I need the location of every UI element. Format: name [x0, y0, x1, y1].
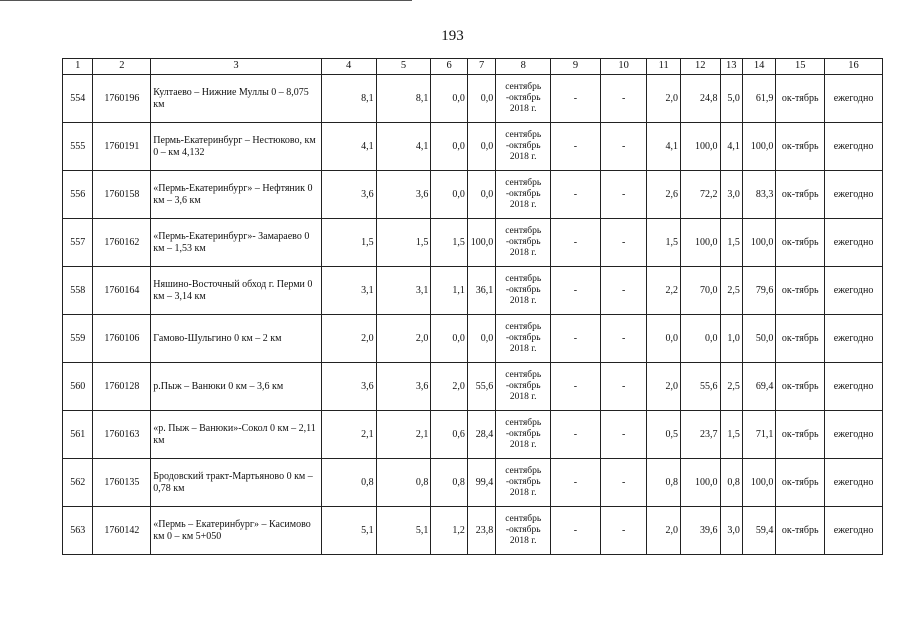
value-cell-4: 1,5	[321, 219, 376, 267]
row-number-cell: 554	[63, 75, 93, 123]
frequency-cell: ежегодно	[825, 315, 883, 363]
road-name-cell: Култаево – Нижние Муллы 0 – 8,075 км	[151, 75, 321, 123]
value-cell-10: -	[600, 315, 647, 363]
value-cell-9: -	[551, 315, 601, 363]
road-name-cell: Гамово-Шульгино 0 км – 2 км	[151, 315, 321, 363]
table-row	[63, 411, 883, 459]
value-cell-13: 5,0	[720, 75, 742, 123]
road-id-cell: 1760191	[93, 123, 151, 171]
value-cell-9: -	[551, 459, 601, 507]
road-name-cell: «р. Пыж – Ванюки»-Сокол 0 км – 2,11 км	[151, 411, 321, 459]
frequency-cell: ежегодно	[825, 411, 883, 459]
road-name-cell: «Пермь – Екатеринбург» – Касимово км 0 – км 5+050	[151, 507, 321, 555]
value-cell-13: 1,5	[720, 219, 742, 267]
road-name-cell: «Пермь-Екатеринбург» – Нефтяник 0 км – 3,6 км	[151, 171, 321, 219]
value-cell-11: 2,2	[647, 267, 680, 315]
value-cell-13: 0,8	[720, 459, 742, 507]
table-row	[63, 507, 883, 555]
table-row	[63, 459, 883, 507]
value-cell-5: 3,1	[376, 267, 431, 315]
table-row	[63, 75, 883, 123]
road-id-cell: 1760106	[93, 315, 151, 363]
road-name-cell: р.Пыж – Ванюки 0 км – 3,6 км	[151, 363, 321, 411]
table-row	[63, 171, 883, 219]
month-cell: ок-тябрь	[776, 459, 825, 507]
road-id-cell: 1760158	[93, 171, 151, 219]
value-cell-7: 0,0	[467, 123, 495, 171]
value-cell-7: 0,0	[467, 75, 495, 123]
value-cell-12: 100,0	[680, 219, 720, 267]
value-cell-7: 99,4	[467, 459, 495, 507]
page-number: 193	[441, 28, 464, 44]
road-id-cell: 1760196	[93, 75, 151, 123]
value-cell-5: 3,6	[376, 363, 431, 411]
value-cell-7: 55,6	[467, 363, 495, 411]
value-cell-14: 71,1	[742, 411, 775, 459]
value-cell-7: 23,8	[467, 507, 495, 555]
value-cell-12: 100,0	[680, 123, 720, 171]
header-cell: 10	[600, 59, 647, 75]
header-cell: 2	[93, 59, 151, 75]
frequency-cell: ежегодно	[825, 75, 883, 123]
value-cell-6: 1,2	[431, 507, 468, 555]
value-cell-9: -	[551, 219, 601, 267]
road-name-cell: Няшино-Восточный обход г. Перми 0 км – 3,14 км	[151, 267, 321, 315]
value-cell-9: -	[551, 123, 601, 171]
value-cell-14: 100,0	[742, 219, 775, 267]
value-cell-9: -	[551, 363, 601, 411]
table-row	[63, 123, 883, 171]
row-number-cell: 561	[63, 411, 93, 459]
header-cell: 14	[742, 59, 775, 75]
table-row	[63, 315, 883, 363]
month-cell: ок-тябрь	[776, 315, 825, 363]
month-cell: ок-тябрь	[776, 507, 825, 555]
frequency-cell: ежегодно	[825, 171, 883, 219]
header-cell: 6	[431, 59, 468, 75]
data-table	[62, 58, 883, 555]
value-cell-13: 2,5	[720, 363, 742, 411]
value-cell-11: 2,6	[647, 171, 680, 219]
value-cell-5: 5,1	[376, 507, 431, 555]
header-cell: 4	[321, 59, 376, 75]
header-cell: 3	[151, 59, 321, 75]
value-cell-6: 0,0	[431, 171, 468, 219]
month-cell: ок-тябрь	[776, 363, 825, 411]
period-cell: сентябрь -октябрь 2018 г.	[496, 507, 551, 555]
value-cell-10: -	[600, 171, 647, 219]
value-cell-11: 0,0	[647, 315, 680, 363]
frequency-cell: ежегодно	[825, 219, 883, 267]
header-cell: 16	[825, 59, 883, 75]
header-cell: 5	[376, 59, 431, 75]
period-cell: сентябрь -октябрь 2018 г.	[496, 411, 551, 459]
month-cell: ок-тябрь	[776, 411, 825, 459]
road-id-cell: 1760164	[93, 267, 151, 315]
value-cell-12: 23,7	[680, 411, 720, 459]
value-cell-5: 1,5	[376, 219, 431, 267]
value-cell-13: 3,0	[720, 507, 742, 555]
value-cell-5: 8,1	[376, 75, 431, 123]
value-cell-6: 0,8	[431, 459, 468, 507]
value-cell-11: 0,5	[647, 411, 680, 459]
frequency-cell: ежегодно	[825, 363, 883, 411]
road-name-cell: Пермь-Екатеринбург – Нестюково, км 0 – км 4,132	[151, 123, 321, 171]
row-number-cell: 560	[63, 363, 93, 411]
value-cell-10: -	[600, 411, 647, 459]
road-id-cell: 1760163	[93, 411, 151, 459]
value-cell-4: 0,8	[321, 459, 376, 507]
row-number-cell: 562	[63, 459, 93, 507]
period-cell: сентябрь -октябрь 2018 г.	[496, 315, 551, 363]
value-cell-6: 0,0	[431, 75, 468, 123]
value-cell-11: 4,1	[647, 123, 680, 171]
value-cell-10: -	[600, 507, 647, 555]
value-cell-12: 100,0	[680, 459, 720, 507]
value-cell-13: 1,0	[720, 315, 742, 363]
header-cell: 1	[63, 59, 93, 75]
value-cell-10: -	[600, 363, 647, 411]
value-cell-14: 69,4	[742, 363, 775, 411]
value-cell-12: 55,6	[680, 363, 720, 411]
value-cell-6: 0,0	[431, 315, 468, 363]
value-cell-10: -	[600, 75, 647, 123]
row-number-cell: 556	[63, 171, 93, 219]
value-cell-9: -	[551, 267, 601, 315]
header-cell: 11	[647, 59, 680, 75]
value-cell-9: -	[551, 411, 601, 459]
value-cell-12: 70,0	[680, 267, 720, 315]
value-cell-10: -	[600, 123, 647, 171]
period-cell: сентябрь -октябрь 2018 г.	[496, 219, 551, 267]
value-cell-13: 4,1	[720, 123, 742, 171]
value-cell-11: 1,5	[647, 219, 680, 267]
month-cell: ок-тябрь	[776, 267, 825, 315]
period-cell: сентябрь -октябрь 2018 г.	[496, 363, 551, 411]
value-cell-4: 2,0	[321, 315, 376, 363]
table-row	[63, 219, 883, 267]
road-id-cell: 1760162	[93, 219, 151, 267]
month-cell: ок-тябрь	[776, 75, 825, 123]
value-cell-14: 83,3	[742, 171, 775, 219]
value-cell-13: 3,0	[720, 171, 742, 219]
table-row	[63, 267, 883, 315]
row-number-cell: 559	[63, 315, 93, 363]
road-name-cell: «Пермь-Екатеринбург»- Замараево 0 км – 1,53 км	[151, 219, 321, 267]
value-cell-14: 79,6	[742, 267, 775, 315]
frequency-cell: ежегодно	[825, 459, 883, 507]
value-cell-4: 8,1	[321, 75, 376, 123]
month-cell: ок-тябрь	[776, 123, 825, 171]
period-cell: сентябрь -октябрь 2018 г.	[496, 75, 551, 123]
value-cell-12: 24,8	[680, 75, 720, 123]
value-cell-13: 1,5	[720, 411, 742, 459]
value-cell-4: 4,1	[321, 123, 376, 171]
value-cell-14: 50,0	[742, 315, 775, 363]
value-cell-7: 0,0	[467, 171, 495, 219]
row-number-cell: 558	[63, 267, 93, 315]
frequency-cell: ежегодно	[825, 123, 883, 171]
value-cell-11: 2,0	[647, 363, 680, 411]
value-cell-10: -	[600, 267, 647, 315]
value-cell-12: 72,2	[680, 171, 720, 219]
value-cell-12: 39,6	[680, 507, 720, 555]
header-cell: 8	[496, 59, 551, 75]
value-cell-9: -	[551, 171, 601, 219]
value-cell-14: 100,0	[742, 123, 775, 171]
value-cell-5: 0,8	[376, 459, 431, 507]
header-cell: 15	[776, 59, 825, 75]
period-cell: сентябрь -октябрь 2018 г.	[496, 171, 551, 219]
month-cell: ок-тябрь	[776, 219, 825, 267]
header-cell: 13	[720, 59, 742, 75]
value-cell-4: 2,1	[321, 411, 376, 459]
frequency-cell: ежегодно	[825, 267, 883, 315]
value-cell-9: -	[551, 507, 601, 555]
value-cell-4: 3,6	[321, 171, 376, 219]
row-number-cell: 563	[63, 507, 93, 555]
top-rule	[0, 0, 412, 1]
value-cell-5: 3,6	[376, 171, 431, 219]
value-cell-5: 4,1	[376, 123, 431, 171]
value-cell-7: 36,1	[467, 267, 495, 315]
row-number-cell: 557	[63, 219, 93, 267]
value-cell-11: 0,8	[647, 459, 680, 507]
table-body	[63, 75, 883, 555]
value-cell-4: 3,6	[321, 363, 376, 411]
value-cell-10: -	[600, 219, 647, 267]
road-id-cell: 1760135	[93, 459, 151, 507]
value-cell-13: 2,5	[720, 267, 742, 315]
road-id-cell: 1760142	[93, 507, 151, 555]
value-cell-6: 0,0	[431, 123, 468, 171]
value-cell-9: -	[551, 75, 601, 123]
frequency-cell: ежегодно	[825, 507, 883, 555]
value-cell-4: 3,1	[321, 267, 376, 315]
value-cell-6: 1,5	[431, 219, 468, 267]
header-cell: 9	[551, 59, 601, 75]
header-row	[63, 59, 883, 75]
value-cell-12: 0,0	[680, 315, 720, 363]
header-cell: 7	[467, 59, 495, 75]
value-cell-5: 2,1	[376, 411, 431, 459]
month-cell: ок-тябрь	[776, 171, 825, 219]
value-cell-11: 2,0	[647, 507, 680, 555]
value-cell-7: 28,4	[467, 411, 495, 459]
road-name-cell: Бродовский тракт-Мартьяново 0 км – 0,78 км	[151, 459, 321, 507]
header-cell: 12	[680, 59, 720, 75]
value-cell-11: 2,0	[647, 75, 680, 123]
value-cell-7: 100,0	[467, 219, 495, 267]
value-cell-14: 61,9	[742, 75, 775, 123]
value-cell-6: 1,1	[431, 267, 468, 315]
value-cell-6: 0,6	[431, 411, 468, 459]
value-cell-6: 2,0	[431, 363, 468, 411]
value-cell-4: 5,1	[321, 507, 376, 555]
road-id-cell: 1760128	[93, 363, 151, 411]
row-number-cell: 555	[63, 123, 93, 171]
table-row	[63, 363, 883, 411]
value-cell-10: -	[600, 459, 647, 507]
value-cell-14: 59,4	[742, 507, 775, 555]
value-cell-7: 0,0	[467, 315, 495, 363]
value-cell-5: 2,0	[376, 315, 431, 363]
value-cell-14: 100,0	[742, 459, 775, 507]
period-cell: сентябрь -октябрь 2018 г.	[496, 123, 551, 171]
period-cell: сентябрь -октябрь 2018 г.	[496, 459, 551, 507]
period-cell: сентябрь -октябрь 2018 г.	[496, 267, 551, 315]
